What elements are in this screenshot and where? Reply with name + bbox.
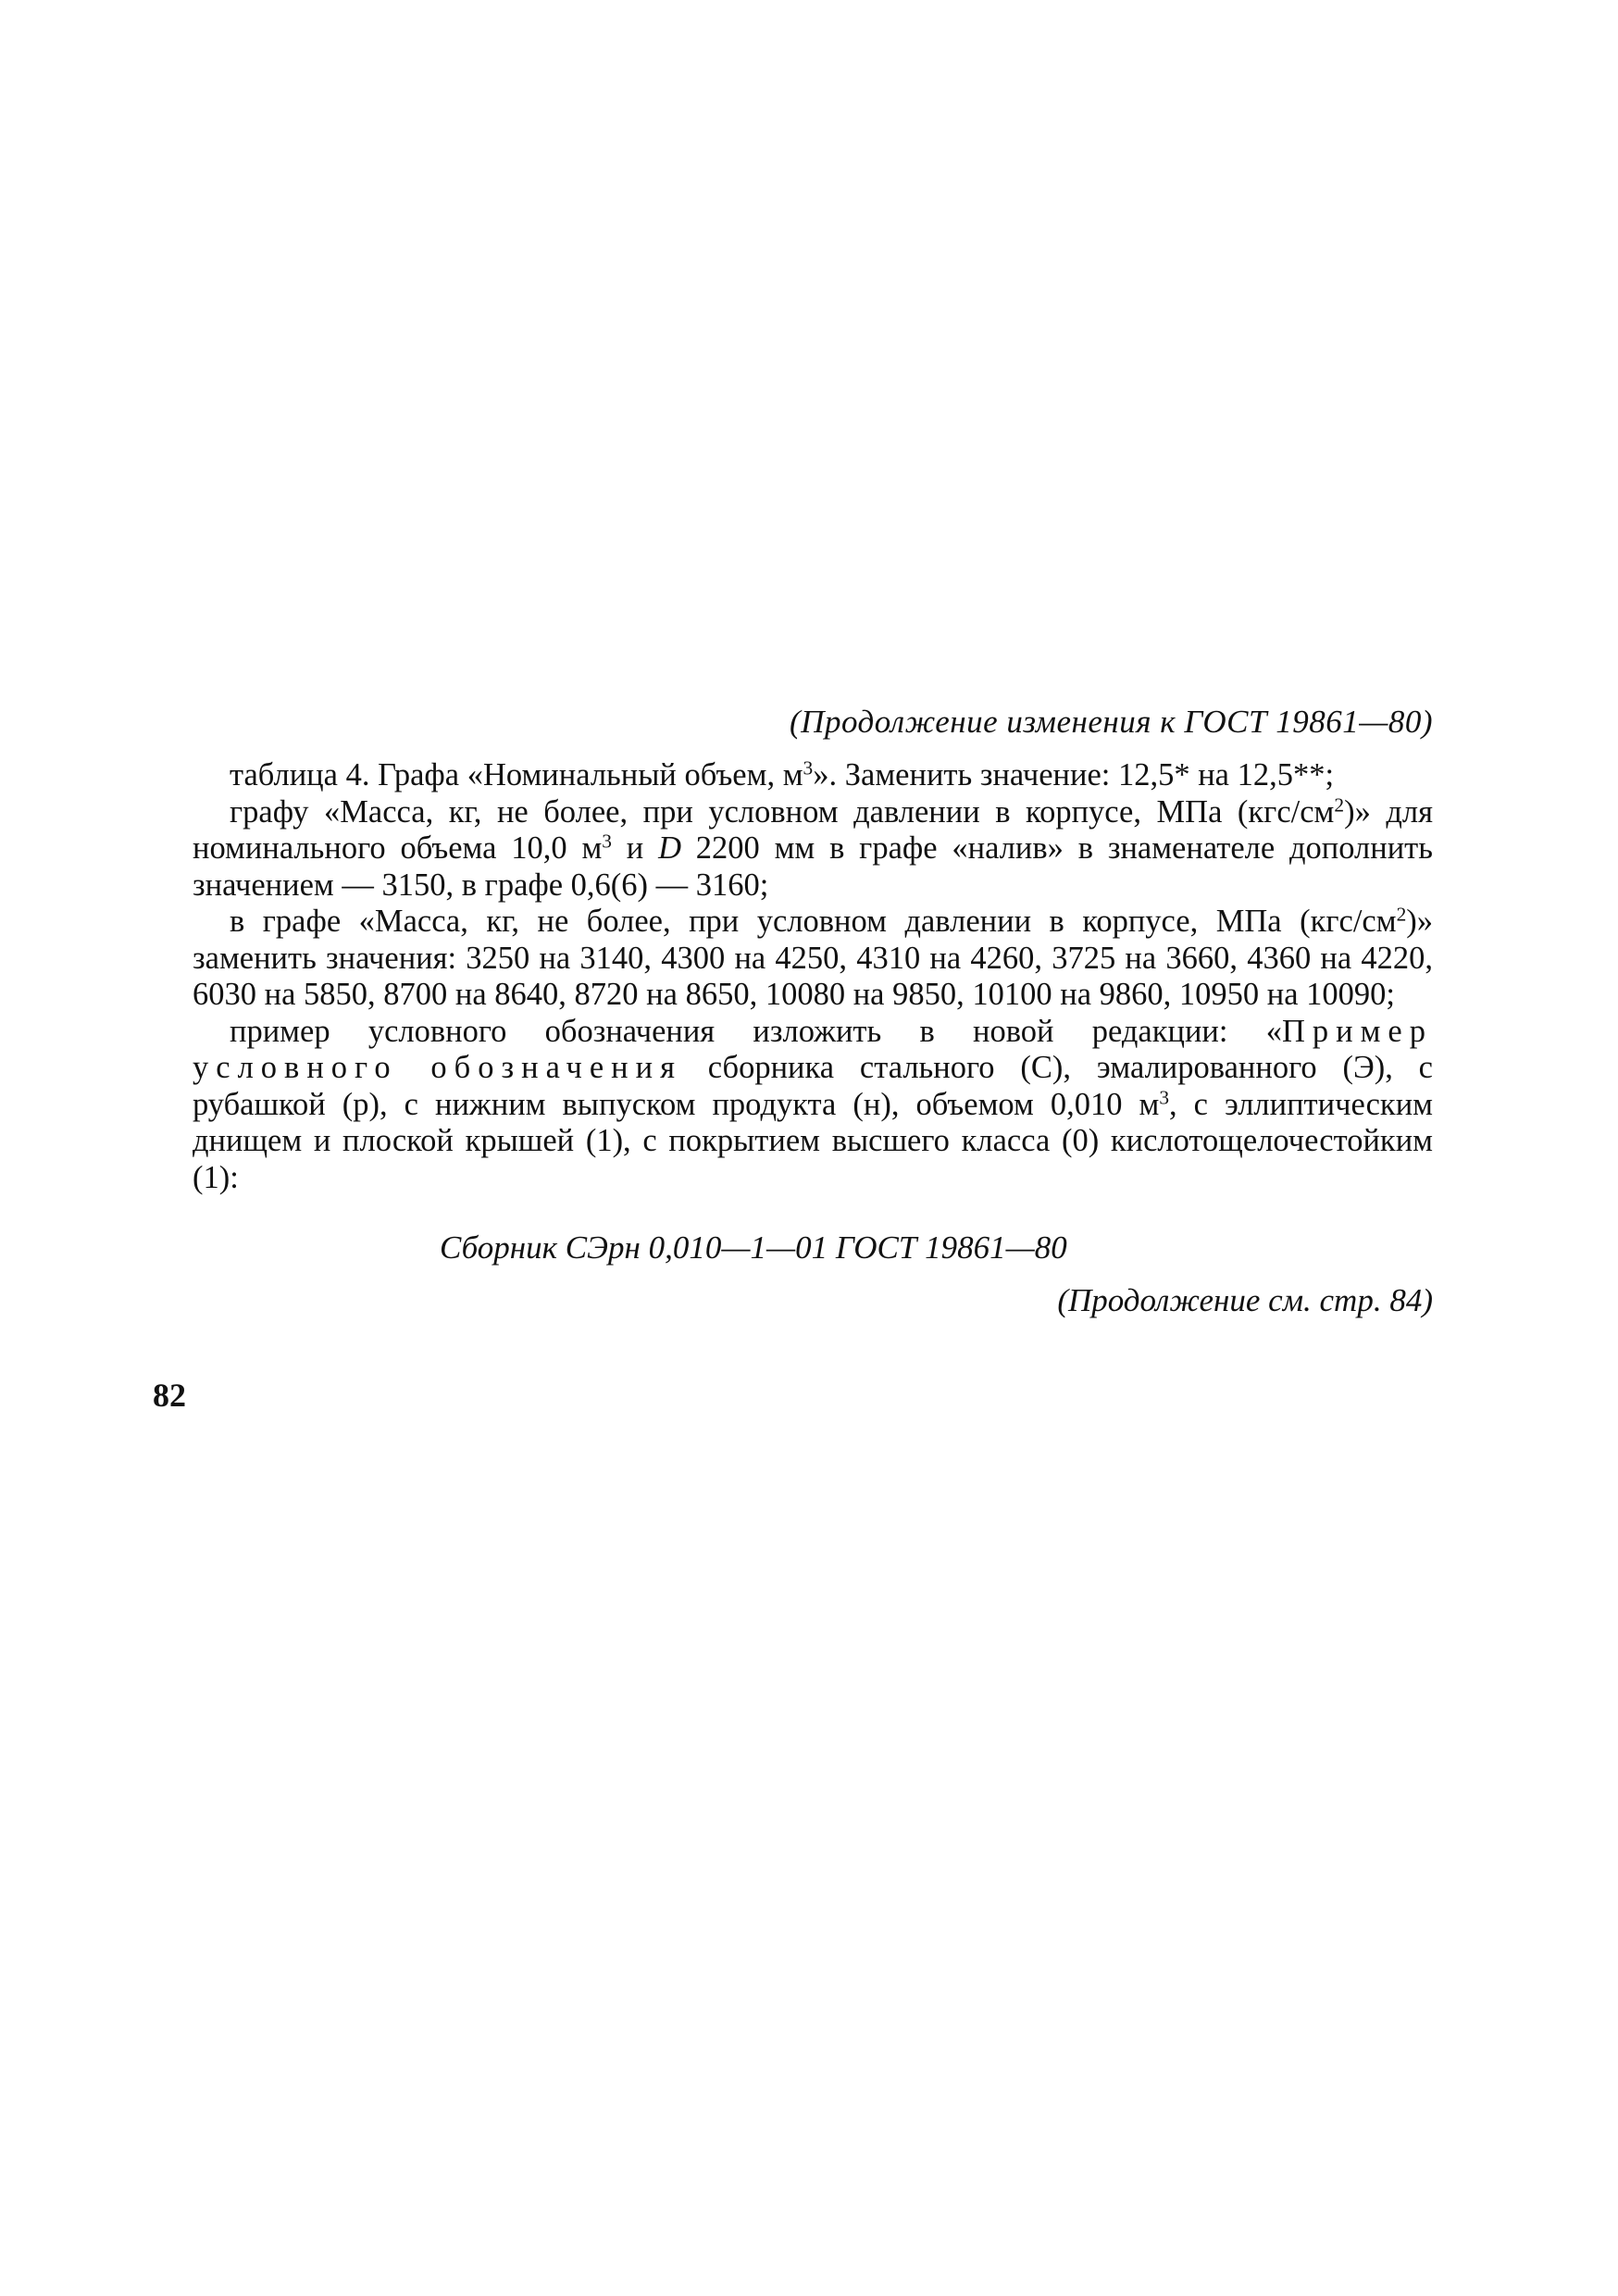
continuation-footer: (Продолжение см. стр. 84) — [1057, 1282, 1433, 1318]
page-number: 82 — [153, 1377, 186, 1414]
paragraph-mass-column-add: графу «Масса, кг, не более, при условном давлении в корпусе, МПа $(кгс/см^2)$» для номинального объема 10,0 $м^3$ и D 2200 мм в графе «налив» в знаменателе дополнить значением — 3150, в графе 0,6(6) — 3160; — [193, 792, 1433, 903]
paragraph-table-4: таблица 4. Графа «Номинальный объем, $м^3$». Заменить значение: 12,5* на 12,5**; — [230, 756, 1335, 792]
continuation-header: (Продолжение изменения к ГОСТ 19861—80) — [790, 704, 1433, 740]
spaced-emphasis: Пример условного обозначения — [193, 1013, 1433, 1085]
amendment-body — [193, 757, 1433, 1196]
paragraph-mass-column-replace: в графе «Масса, кг, не более, при условном давлении в корпусе, МПа $(кгс/см^2)$» заменить значения: 3250 на 3140, 4300 на 4250, 4310 на 4260, 3725 на 3660, 4360 на 4220, 6030 на 5850, 8700 на 8640, 8720 на 8650, 10080 на 9850, 10100 на 9860, 10950 на 10090; — [193, 903, 1433, 1012]
designation-example: Сборник СЭрн 0,010—1—01 ГОСТ 19861—80 — [440, 1229, 1067, 1266]
paragraph-designation-example: пример условного обозначения изложить в новой редакции: «Пример условного обозначения сборника стального (С), эмалированного (Э), с рубашкой (р), с нижним выпуском продукта (н), объемом 0,010 $м^3$, с эллиптическим днищем и плоской крышей (1), с покрытием высшего класса (0) кислотощелочестойким (1): — [193, 1013, 1433, 1195]
